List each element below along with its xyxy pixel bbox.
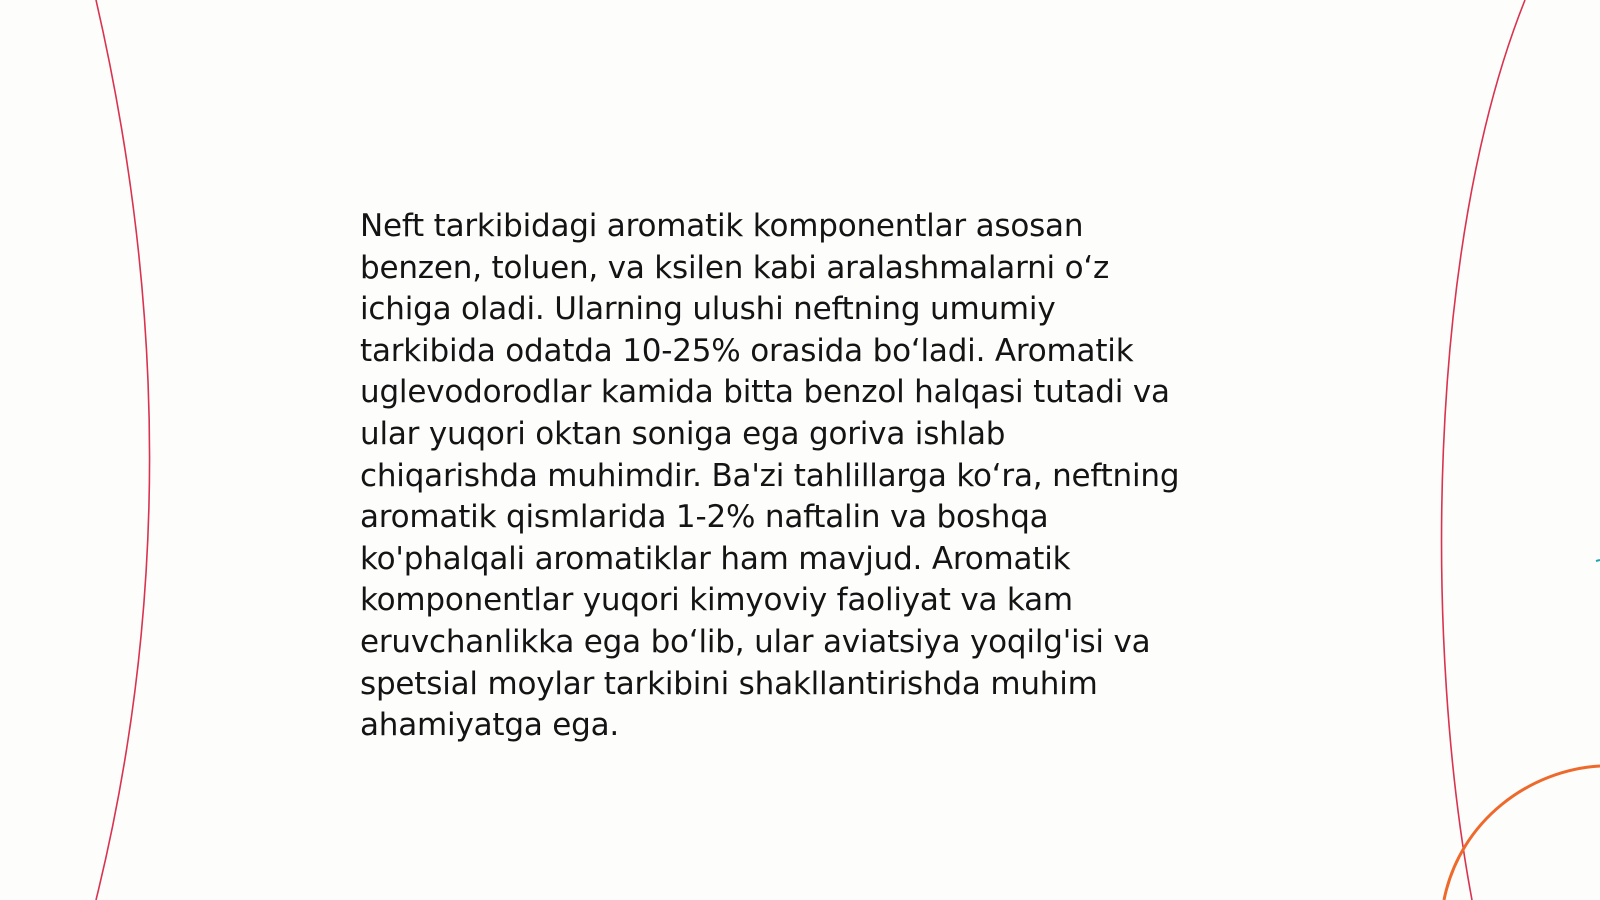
teal-accent-mark (1596, 560, 1600, 561)
slide-body-paragraph: Neft tarkibidagi aromatik komponentlar asosan benzen, toluen, va ksilen kabi aralashmalarni o‘z ichiga oladi. Ularning ulushi neftning umumiy tarkibida odatda 10-25% orasida bo‘ladi. Aromatik uglevodorodlar kamida bitta benzol halqasi tutadi va ular yuqori oktan soniga ega goriva ishlab chiqarishda muhimdir. Ba'zi tahlillarga ko‘ra, neftning aromatik qismlarida 1-2% naftalin va boshqa ko'phalqali aromatiklar ham mavjud. Aromatik komponentlar yuqori kimyoviy faoliyat va kam eruvchanlikka ega bo‘lib, ular aviatsiya yoqilg'isi va spetsial moylar tarkibini shakllantirishda muhim ahamiyatga ega. (360, 208, 1180, 744)
left-arc-line (96, 0, 150, 900)
orange-circle-arc (1444, 766, 1600, 900)
right-arc-line (1442, 0, 1525, 900)
